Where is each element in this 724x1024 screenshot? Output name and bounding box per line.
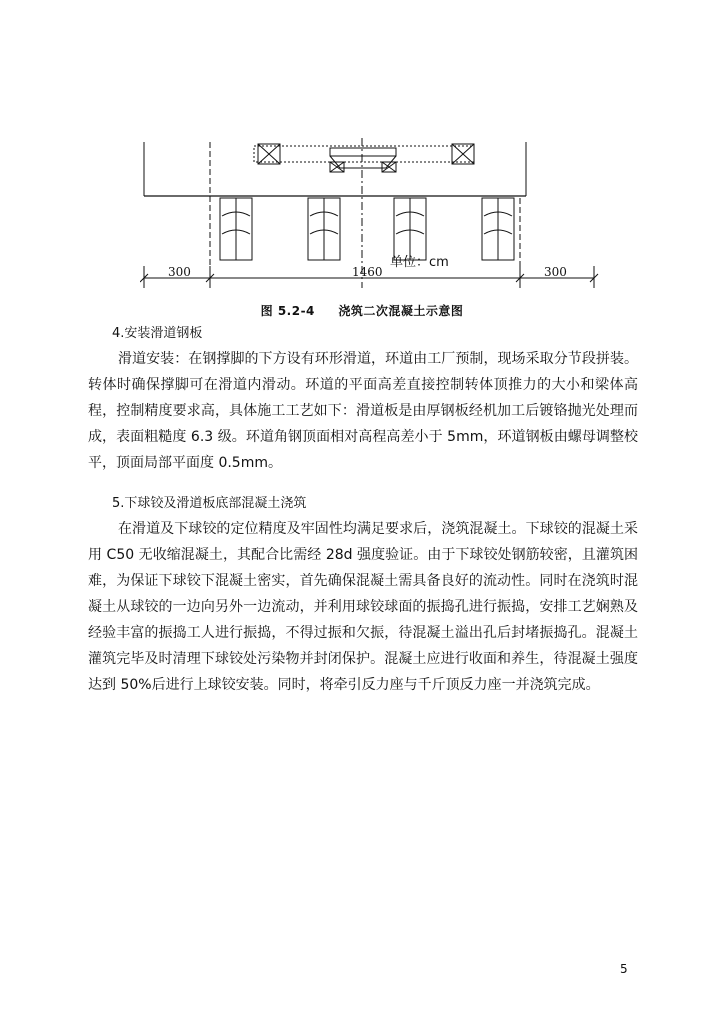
section-5-heading: 5.下球铰及滑道板底部混凝土浇筑 [112,496,307,511]
section-5-paragraph: 在滑道及下球铰的定位精度及牢固性均满足要求后，浇筑混凝土。下球铰的混凝土采用 C50 无收缩混凝土，其配合比需经 28d 强度验证。由于下球铰处钢筋较密，且灌筑困难，为保证下球铰下混凝土密实，首先确保混凝土需具备良好的流动性。同时在浇筑时混凝土从球铰的一边向另外一边流动，并利用球铰球面的振捣孔进行振捣，安排工艺娴熟及经验丰富的振捣工人进行振捣，不得过振和欠振，待混凝土溢出孔后封堵振捣孔。混凝土灌筑完毕及时清理下球铰处污染物并封闭保护。混凝土应进行收面和养生，待混凝土强度达到 50%后进行上球铰安装。同时，将牵引反力座与千斤顶反力座一并浇筑完成。 [88,521,638,693]
unit-label: 单位：cm [390,255,449,270]
pile-1 [220,198,252,260]
dim-middle-label: 1460 [352,265,383,279]
figure-caption [0,302,724,319]
caption-title: 浇筑二次混凝土示意图 [338,304,464,318]
diagram-svg [140,138,600,290]
dim-left-label: 300 [168,265,191,279]
section-4-heading: 4.安装滑道钢板 [112,326,203,341]
concrete-pour-diagram [140,138,600,290]
section-4-paragraph: 滑道安装：在钢撑脚的下方设有环形滑道，环道由工厂预制，现场采取分节段拼装。转体时确保撑脚可在滑道内滑动。环道的平面高差直接控制转体顶推力的大小和梁体高程，控制精度要求高，具体施工工艺如下：滑道板是由厚钢板经机加工后镀铬抛光处理而成，表面粗糙度 6.3 级。环道角钢顶面相对高程高差小于 5mm，环道钢板由螺母调整校平，顶面局部平面度 0.5mm。 [88,351,638,471]
bearing-plate [330,148,396,156]
page-number: 5 [620,962,628,976]
pile-2 [308,198,340,260]
dim-right-label: 300 [544,265,567,279]
pile-4 [482,198,514,260]
pile-3 [394,198,426,260]
caption-number: 图 5.2-4 [260,304,315,318]
